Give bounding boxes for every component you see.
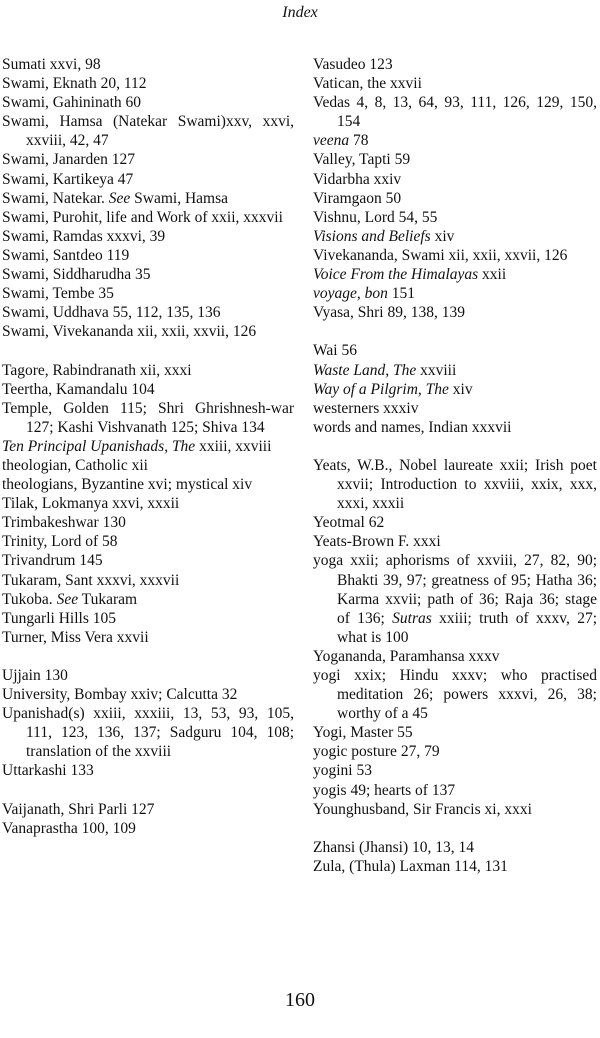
index-entry: words and names, Indian xxxvii — [313, 418, 512, 436]
index-group-y — [313, 456, 597, 819]
entry-text: 78 — [349, 132, 369, 150]
index-group-s — [2, 55, 294, 341]
index-entry: Yeats, W.B., Nobel laureate xxii; Irish poet xxvii; Introduction to xxviii, xxix, xxx, xxxi, xxxii — [313, 456, 597, 513]
index-entry: Swami, Vivekananda xii, xxii, xxvii, 126 — [2, 323, 257, 341]
entry-text: xxii — [478, 266, 507, 284]
index-entry: Swami, Eknath 20, 112 — [2, 75, 147, 93]
index-entry: Vatican, the xxvii — [313, 75, 422, 93]
index-entry: Teertha, Kamandalu 104 — [2, 380, 155, 398]
index-entry: Trimbakeshwar 130 — [2, 514, 126, 532]
entry-italic-text: veena — [313, 132, 350, 150]
index-entry: Swami, Purohit, life and Work of xxii, xxxvii — [2, 208, 283, 226]
index-entry: Tukaram, Sant xxxvi, xxxvii — [2, 571, 180, 589]
entry-italic-text: Way of a Pilgrim, The — [313, 380, 449, 398]
entry-text: Tukaram — [78, 590, 138, 608]
index-entry: Swami, Siddharudha 35 — [2, 266, 151, 284]
entry-text: xiv — [430, 227, 455, 245]
index-entry: Ujjain 130 — [2, 667, 68, 684]
index-entry: Swami, Hamsa (Natekar Swami)xxv, xxvi, xxviii, 42, 47 — [2, 113, 294, 150]
index-entry: Tungarli Hills 105 — [2, 609, 116, 627]
index-entry: Viramgaon 50 — [313, 189, 402, 207]
index-column-right — [313, 55, 597, 895]
index-entry: theologian, Catholic xii — [2, 456, 148, 474]
index-entry — [313, 284, 597, 303]
index-entry: Swami, Santdeo 119 — [2, 246, 130, 264]
index-entry: Valley, Tapti 59 — [313, 151, 411, 169]
index-entry: Trinity, Lord of 58 — [2, 533, 118, 551]
index-entry: Vasudeo 123 — [313, 56, 393, 73]
index-entry: Trivandrum 145 — [2, 552, 103, 570]
index-entry: Vidarbha xxiv — [313, 170, 402, 188]
entry-text: xxiii, xxviii — [195, 437, 272, 455]
index-group-w — [313, 341, 597, 436]
index-entry: Wai 56 — [313, 342, 357, 360]
index-entry: Vaijanath, Shri Parli 127 — [2, 800, 155, 818]
index-entry: Uttarkashi 133 — [2, 762, 94, 780]
entry-text: yoga xxii; aphorisms of xxviii, 27, 82, 90; Bhakti 39, 97; greatness of 95; Hatha 36; Karma xxvii; path of 36; Raja 36; stage of 136; — [313, 552, 597, 627]
index-entry: westerners xxxiv — [313, 399, 419, 417]
index-entry — [2, 437, 294, 456]
entry-italic-text: Ten Principal Upanishads, The — [2, 437, 196, 455]
index-entry: theologians, Byzantine xvi; mystical xiv — [2, 476, 253, 494]
index-entry — [313, 265, 597, 284]
index-entry — [2, 590, 294, 609]
index-entry: Zhansi (Jhansi) 10, 13, 14 — [313, 838, 475, 856]
entry-text: Swami, Hamsa — [130, 189, 229, 207]
index-entry: Younghusband, Sir Francis xi, xxxi — [313, 800, 532, 818]
index-entry — [313, 380, 597, 399]
index-entry: Vivekananda, Swami xii, xxii, xxvii, 126 — [313, 246, 568, 264]
index-entry: Yeats-Brown F. xxxi — [313, 533, 441, 551]
index-entry: Temple, Golden 115; Shri Ghrishnesh-war 127; Kashi Vishvanath 125; Shiva 134 — [2, 399, 294, 436]
index-entry: Swami, Tembe 35 — [2, 285, 114, 303]
index-entry: yogi xxix; Hindu xxxv; who practised meditation 26; powers xxxvi, 26, 38; worthy of a 45 — [313, 667, 597, 723]
entry-italic-text: See — [56, 590, 79, 608]
index-entry: Yogi, Master 55 — [313, 724, 413, 742]
entry-text: 151 — [387, 285, 416, 303]
entry-italic-text: Voice From the Himalayas — [313, 266, 479, 284]
page-number: 160 — [285, 989, 315, 1011]
index-entry: Vishnu, Lord 54, 55 — [313, 208, 438, 226]
index-entry: Swami, Janarden 127 — [2, 151, 136, 169]
entry-italic-text: Visions and Beliefs — [313, 227, 431, 245]
index-entry: yogic posture 27, 79 — [313, 743, 440, 761]
entry-italic-text: See — [108, 189, 131, 207]
index-entry: Swami, Uddhava 55, 112, 135, 136 — [2, 304, 221, 322]
index-entry — [313, 551, 597, 646]
index-entry: Vanaprastha 100, 109 — [2, 819, 136, 837]
index-entry — [313, 227, 597, 246]
index-entry: Vyasa, Shri 89, 138, 139 — [313, 304, 465, 322]
index-entry: Upanishad(s) xxiii, xxxiii, 13, 53, 93, 105, 111, 123, 136, 137; Sadguru 104, 108; translation of the xxviii — [2, 705, 294, 761]
index-group-u — [2, 666, 294, 781]
index-entry: University, Bombay xxiv; Calcutta 32 — [2, 686, 238, 704]
index-entry: yogini 53 — [313, 762, 372, 780]
entry-italic-text: voyage, bon — [313, 285, 388, 303]
index-entry: yogis 49; hearts of 137 — [313, 781, 456, 799]
index-group-v — [313, 55, 597, 322]
entry-text: xxviii — [416, 361, 457, 379]
entry-text: Swami, Natekar. — [2, 189, 109, 207]
index-entry: Turner, Miss Vera xxvii — [2, 628, 149, 646]
entry-text: xxiii; truth of xxxv, 27; what is 100 — [337, 609, 598, 646]
entry-italic-text: Waste Land, The — [313, 361, 417, 379]
index-entry: Tilak, Lokmanya xxvi, xxxii — [2, 495, 180, 513]
index-entry — [313, 131, 597, 150]
index-group-v-left — [2, 800, 294, 838]
index-entry: Swami, Gahininath 60 — [2, 94, 142, 112]
index-entry: Zula, (Thula) Laxman 114, 131 — [313, 857, 508, 875]
index-column-left — [2, 55, 294, 857]
entry-text: Tukoba. — [2, 590, 57, 608]
entry-text: xiv — [448, 380, 473, 398]
running-header: Index — [282, 4, 318, 21]
index-entry: Yogananda, Paramhansa xxxv — [313, 647, 500, 665]
entry-italic-text: Sutras — [392, 609, 432, 627]
index-group-t — [2, 361, 294, 647]
index-entry: Sumati xxvi, 98 — [2, 56, 101, 73]
index-entry: Swami, Kartikeya 47 — [2, 170, 134, 188]
index-entry: Swami, Ramdas xxxvi, 39 — [2, 227, 166, 245]
index-entry — [2, 189, 294, 208]
index-group-z — [313, 838, 597, 876]
index-entry: Vedas 4, 8, 13, 64, 93, 111, 126, 129, 150, 154 — [313, 94, 597, 131]
index-entry — [313, 361, 597, 380]
index-entry: Yeotmal 62 — [313, 514, 385, 532]
index-entry: Tagore, Rabindranath xii, xxxi — [2, 361, 192, 379]
